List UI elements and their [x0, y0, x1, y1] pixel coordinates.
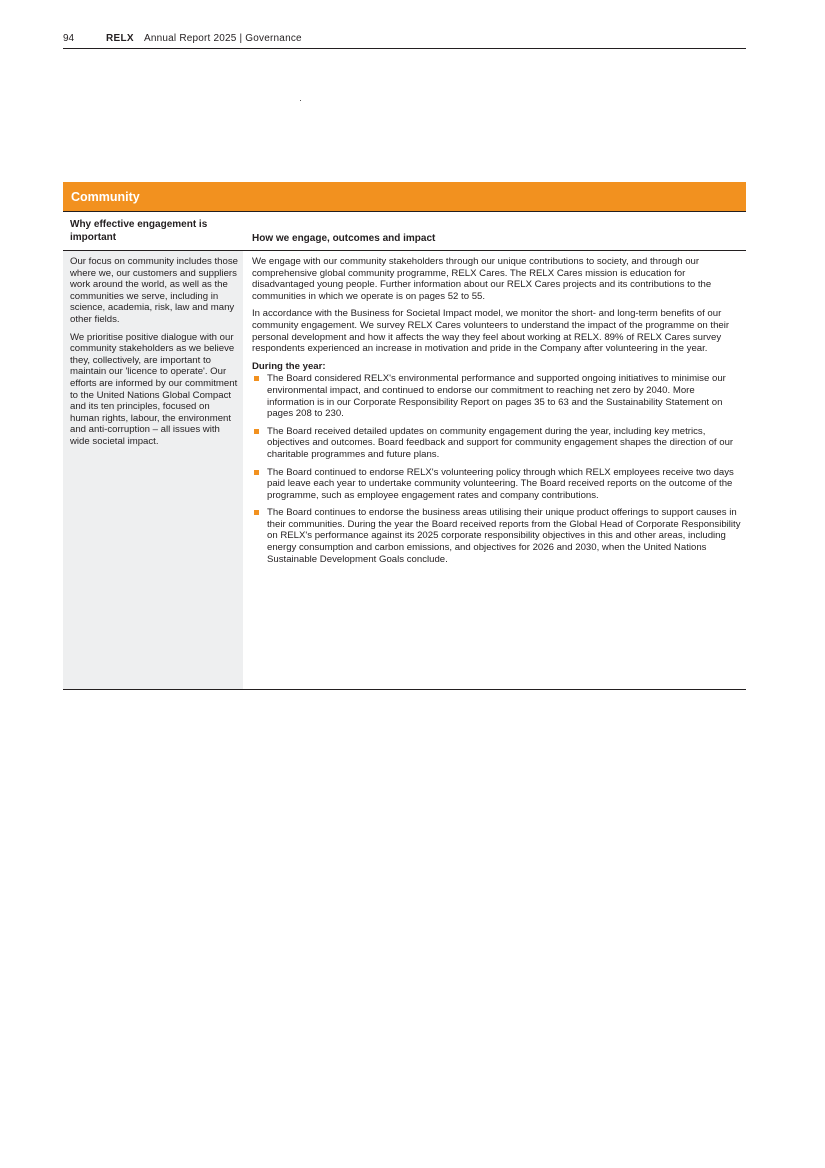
column-headings: [63, 212, 746, 251]
right-column: [252, 251, 742, 689]
stray-mark: [300, 100, 301, 101]
square-bullet-icon: [254, 470, 259, 475]
bullet-text: The Board continues to endorse the business areas utilising their unique product offerings to support causes in their communities. During the year the Board received reports from the Global Head of Corporate Responsibility on RELX's performance against its 2025 corporate responsibility objectives in this and other areas, including energy consumption and carbon emissions, and objectives for 2026 and 2030, when the United Nations Sustainable Development Goals conclude.: [267, 507, 741, 565]
right-paragraph: In accordance with the Business for Societal Impact model, we monitor the short- and long-term benefits of our community engagement. We survey RELX Cares volunteers to understand the impact of the programme on their personal development and how it affects the way they feel about working at RELX. 89% of RELX Cares survey respondents experienced an increase in motivation and pride in the Company after volunteering in the year.: [252, 308, 730, 355]
bullet-item: [252, 507, 742, 565]
left-column: [63, 251, 243, 689]
bullet-item: [252, 467, 742, 502]
bullet-text: The Board continued to endorse RELX's volunteering policy through which RELX employees receive two days paid leave each year to undertake community volunteering. The Board received reports on the outcome of the programme, such as employee engagement rates and company contributions.: [267, 466, 734, 501]
square-bullet-icon: [254, 376, 259, 381]
right-column-heading: How we engage, outcomes and impact: [252, 233, 436, 244]
bullet-item: [252, 426, 742, 461]
bullet-item: [252, 373, 742, 419]
left-paragraph: We prioritise positive dialogue with our community stakeholders as we believe they, collectively, are important to maintain our 'licence to operate'. Our efforts are informed by our commitment to the United Nations Global Compact and its ten principles, focused on human rights, labour, the environment and anti-corruption – all issues with wide societal impact.: [70, 331, 238, 447]
report-title: Annual Report 2025 | Governance: [144, 33, 302, 44]
left-column-heading: Why effective engagement is important: [70, 219, 208, 243]
square-bullet-icon: [254, 429, 259, 434]
bullet-text: The Board considered RELX's environmental performance and supported ongoing initiatives to minimise our environmental impact, and continued to endorse our commitment to reaching net zero by 2040. More information is in our Corporate Responsibility Report on pages 35 to 63 and the Sustainability Statement on pages 208 to 230.: [267, 373, 726, 420]
section-title-bar: Community: [63, 182, 746, 212]
page-number: 94: [63, 33, 75, 44]
during-the-year-heading: During the year:: [252, 360, 326, 372]
bullet-list: [252, 373, 742, 565]
bullet-text: The Board received detailed updates on community engagement during the year, including key metrics, objectives and outcomes. Board feedback and support for community engagement shapes the direction of our charitable programmes and future plans.: [267, 425, 734, 460]
square-bullet-icon: [254, 510, 259, 515]
brand-name: RELX: [106, 33, 134, 44]
right-paragraph: We engage with our community stakeholders through our unique contributions to society, and through our comprehensive global community programme, RELX Cares. The RELX Cares mission is education for disadvantaged young people. Further information about our RELX Cares projects and its contributions to the communities in which we operate is on pages 52 to 55.: [252, 256, 712, 302]
page-header: [63, 31, 746, 49]
left-paragraph: Our focus on community includes those where we, our customers and suppliers work around the world, as well as the communities we serve, including in science, academia, risk, law and many other fields.: [70, 256, 238, 325]
table-body-row: [63, 251, 746, 690]
